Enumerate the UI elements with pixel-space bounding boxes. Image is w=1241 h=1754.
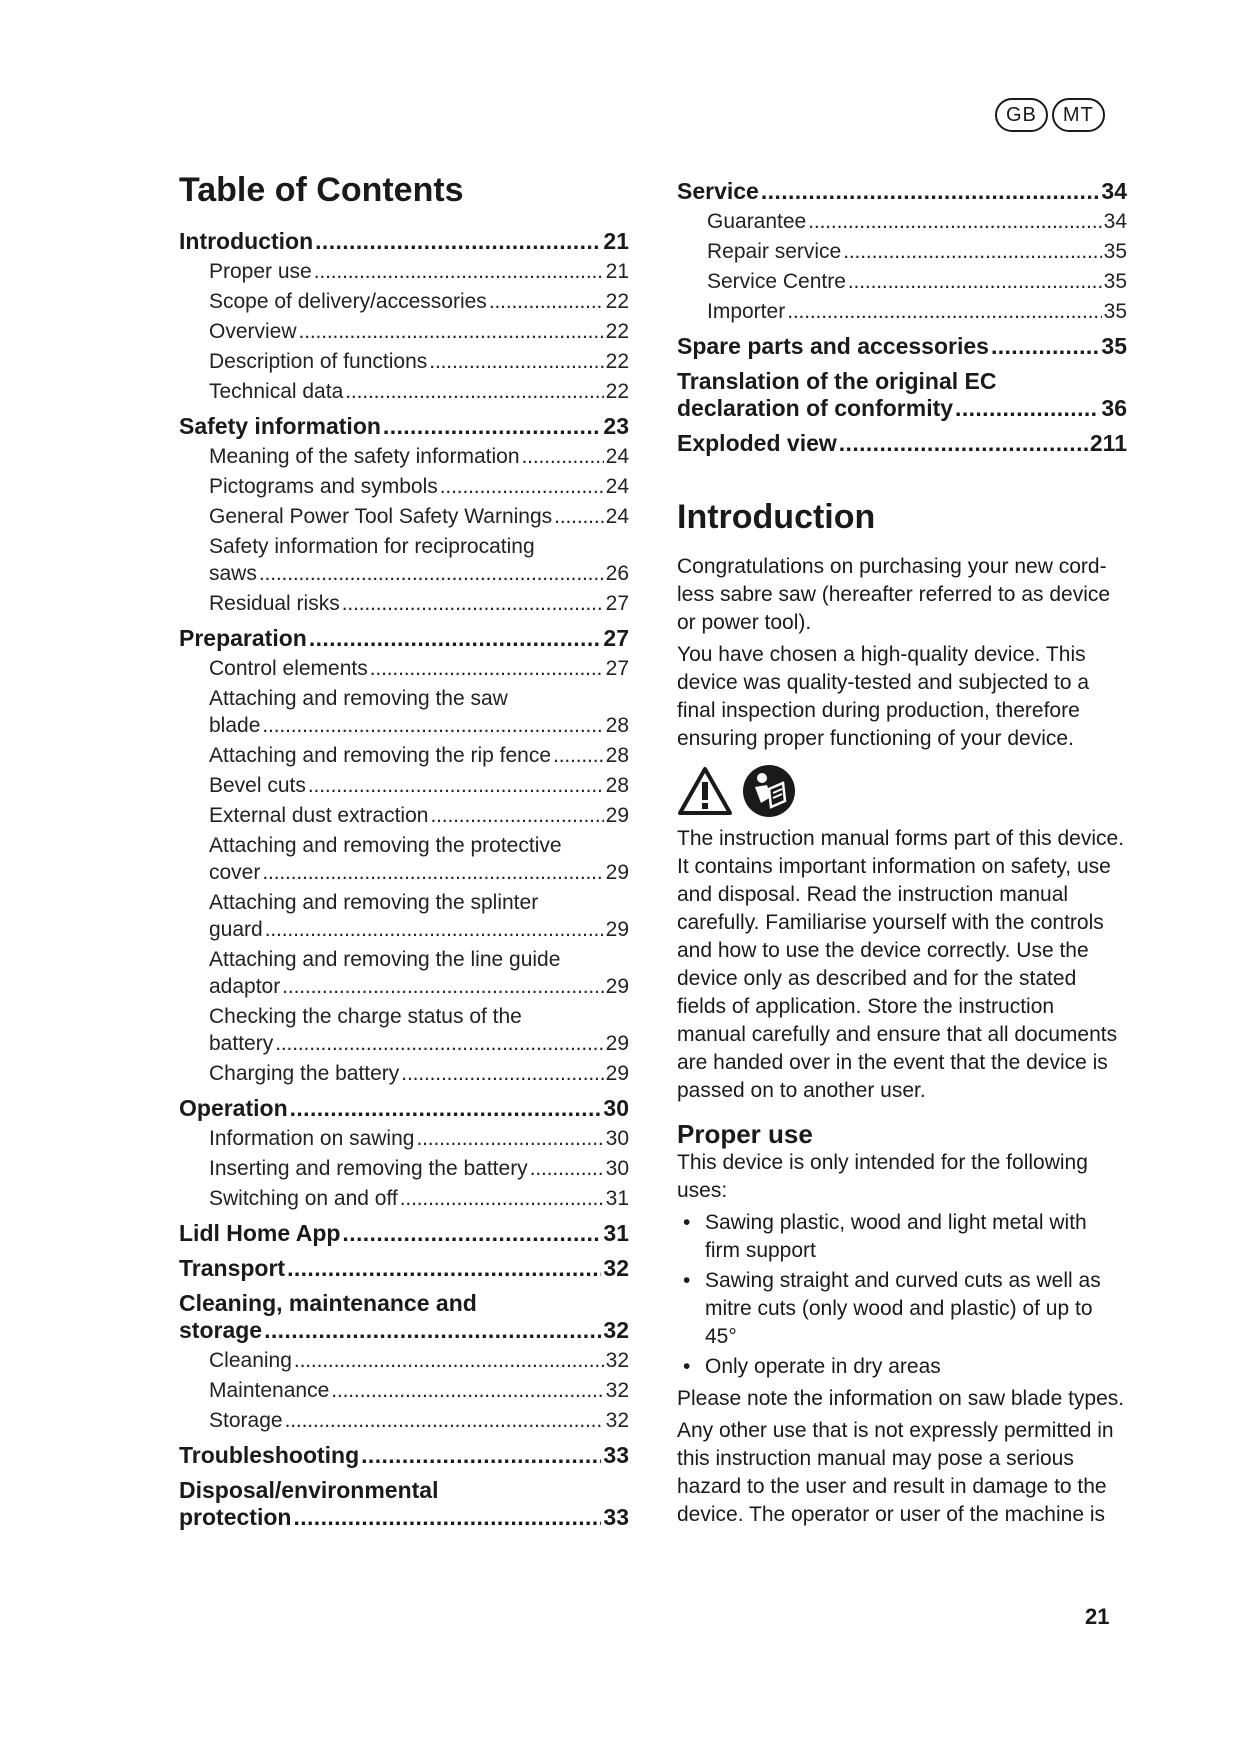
toc-entry-title: Repair service <box>707 240 842 263</box>
toc-leader-dots <box>530 1155 604 1182</box>
toc-leader-dots <box>308 772 604 799</box>
toc-entry-title: Lidl Home App <box>179 1220 341 1246</box>
toc-entry-page: 29 <box>605 1032 629 1055</box>
toc-subsection-entry[interactable] <box>179 443 629 470</box>
toc-entry-page: 27 <box>605 657 629 680</box>
toc-entry-line <box>209 832 629 859</box>
toc-leader-dots <box>309 625 602 652</box>
toc-section-entry[interactable] <box>179 1477 629 1531</box>
toc-section-entry[interactable] <box>179 1442 629 1469</box>
toc-entry-page: 32 <box>605 1349 629 1372</box>
toc-leader-dots <box>430 802 603 829</box>
toc-entry-line <box>179 1477 629 1504</box>
toc-entry-title: Importer <box>707 300 786 323</box>
toc-entry-page: 24 <box>605 445 629 468</box>
toc-entry-title: Inserting and removing the battery <box>209 1157 528 1180</box>
toc-leader-dots <box>265 916 604 943</box>
toc-entry-title: Information on sawing <box>209 1127 415 1150</box>
toc-entry-page: 22 <box>605 320 629 343</box>
toc-entry-title: Storage <box>209 1409 283 1432</box>
toc-subsection-entry[interactable] <box>179 685 629 739</box>
toc-entry-title: General Power Tool Safety Warnings <box>209 505 553 528</box>
toc-entry-title: Cleaning <box>209 1349 292 1372</box>
toc-entry-page: 35 <box>1101 333 1127 359</box>
toc-subsection-entry[interactable] <box>677 298 1127 325</box>
toc-entry-title-cont: declaration of conformity <box>677 395 954 421</box>
toc-leader-dots <box>553 742 604 769</box>
safety-icons <box>677 763 1127 819</box>
toc-leader-dots <box>345 378 603 405</box>
toc-entry-line <box>209 889 629 916</box>
toc-leader-dots <box>275 1030 603 1057</box>
toc-list-right <box>677 178 1127 457</box>
toc-leader-dots <box>416 1125 603 1152</box>
proper-use-intro: This device is only intended for the following uses: <box>677 1151 1088 1202</box>
toc-title: Table of Contents <box>179 171 464 209</box>
toc-entry-line <box>209 560 629 587</box>
toc-entry-page: 35 <box>1103 240 1127 263</box>
toc-subsection-entry[interactable] <box>179 946 629 1000</box>
toc-leader-dots <box>287 1255 601 1282</box>
toc-leader-dots <box>342 590 604 617</box>
toc-leader-dots <box>489 288 604 315</box>
toc-subsection-entry[interactable] <box>179 832 629 886</box>
toc-section-entry[interactable] <box>677 178 1127 205</box>
toc-section-entry[interactable] <box>677 368 1127 422</box>
toc-entry-title: Attaching and removing the protective <box>209 834 562 857</box>
toc-entry-page: 33 <box>603 1504 629 1530</box>
toc-leader-dots <box>285 1407 604 1434</box>
toc-entry-title-cont: protection <box>179 1504 292 1530</box>
toc-section-entry[interactable] <box>179 1095 629 1122</box>
toc-leader-dots <box>315 228 601 255</box>
toc-subsection-entry[interactable] <box>179 1377 629 1404</box>
toc-entry-title: Attaching and removing the rip fence <box>209 744 552 767</box>
toc-subsection-entry[interactable] <box>179 1060 629 1087</box>
toc-entry-line <box>677 368 1127 395</box>
list-item: • Sawing plastic, wood and light metal with firm support <box>677 1209 1127 1265</box>
toc-entry-title: Proper use <box>209 260 312 283</box>
toc-leader-dots <box>294 1347 604 1374</box>
toc-entry-page: 22 <box>605 290 629 313</box>
toc-entry-line <box>677 395 1127 422</box>
toc-entry-line <box>209 685 629 712</box>
toc-subsection-entry[interactable] <box>179 1347 629 1374</box>
toc-entry-line <box>209 973 629 1000</box>
toc-subsection-entry[interactable] <box>179 1407 629 1434</box>
toc-entry-page: 32 <box>603 1255 629 1281</box>
toc-subsection-entry[interactable] <box>677 238 1127 265</box>
toc-entry-page: 24 <box>605 505 629 528</box>
read-manual-icon <box>741 763 797 819</box>
toc-entry-page: 28 <box>605 774 629 797</box>
toc-section-entry[interactable] <box>179 1290 629 1344</box>
toc-entry-line <box>209 916 629 943</box>
toc-entry-title-cont: storage <box>179 1317 263 1343</box>
toc-subsection-entry[interactable] <box>179 1003 629 1057</box>
toc-entry-line <box>209 533 629 560</box>
toc-entry-title: Residual risks <box>209 592 340 615</box>
warning-triangle-icon <box>677 766 733 816</box>
intro-paragraph-3: The instruction manual forms part of this device. It contains important information on safety, use and disposal. Read the instruction manual carefully. Familiarise yourself with the controls and how to use the device correctly. Use the device only as described and for the stated fields of application. Store the instruction manual carefully and ensure that all documents are handed over in the event that the device is passed on to another user. <box>677 827 1125 1102</box>
toc-entry-page: 32 <box>605 1379 629 1402</box>
toc-entry-title: Bevel cuts <box>209 774 306 797</box>
language-badges <box>995 98 1105 132</box>
toc-leader-dots <box>808 208 1101 235</box>
toc-entry-page: 22 <box>605 380 629 403</box>
toc-entry-page: 30 <box>605 1127 629 1150</box>
toc-subsection-entry[interactable] <box>179 533 629 587</box>
toc-subsection-entry[interactable] <box>179 655 629 682</box>
toc-leader-dots <box>262 712 603 739</box>
toc-entry-page: 29 <box>605 861 629 884</box>
toc-section-entry[interactable] <box>179 1255 629 1282</box>
toc-leader-dots <box>383 413 601 440</box>
toc-entry-page: 30 <box>603 1095 629 1121</box>
toc-entry-title: Safety information <box>179 413 381 439</box>
toc-entry-title-cont: blade <box>209 714 261 737</box>
toc-entry-page: 29 <box>605 804 629 827</box>
toc-subsection-entry[interactable] <box>179 348 629 375</box>
toc-entry-page: 31 <box>605 1187 629 1210</box>
toc-entry-line <box>179 1317 629 1344</box>
toc-leader-dots <box>787 298 1101 325</box>
toc-entry-page: 29 <box>605 918 629 941</box>
toc-entry-page: 28 <box>605 714 629 737</box>
toc-subsection-entry[interactable] <box>179 1125 629 1152</box>
toc-leader-dots <box>293 1504 601 1531</box>
toc-subsection-entry[interactable] <box>179 288 629 315</box>
toc-entry-title: Spare parts and accessories <box>677 333 989 359</box>
toc-leader-dots <box>299 318 604 345</box>
toc-entry-page: 22 <box>605 350 629 373</box>
toc-entry-title-cont: guard <box>209 918 263 941</box>
toc-entry-page: 32 <box>605 1409 629 1432</box>
toc-leader-dots <box>314 258 604 285</box>
toc-leader-dots <box>848 268 1102 295</box>
left-column <box>179 170 629 1531</box>
toc-entry-page: 23 <box>603 413 629 439</box>
toc-entry-line <box>209 859 629 886</box>
toc-section-entry[interactable] <box>179 413 629 440</box>
intro-paragraph-2: You have chosen a high-quality device. This device was quality-tested and subjected to a final inspection during production, therefore ensuring proper functioning of your device. <box>677 643 1090 750</box>
toc-entry-title: Troubleshooting <box>179 1442 360 1468</box>
introduction-heading: Introduction <box>677 498 876 536</box>
toc-subsection-entry[interactable] <box>179 258 629 285</box>
toc-entry-page: 29 <box>605 1062 629 1085</box>
toc-entry-line <box>209 1003 629 1030</box>
toc-entry-title: Disposal/environmental <box>179 1477 439 1503</box>
toc-subsection-entry[interactable] <box>179 1155 629 1182</box>
toc-section-entry[interactable] <box>677 430 1127 457</box>
toc-leader-dots <box>370 655 604 682</box>
toc-subsection-entry[interactable] <box>179 378 629 405</box>
intro-paragraph-1: Congratulations on purchasing your new cord-less sabre saw (hereafter referred to as device or power tool). <box>677 555 1111 634</box>
toc-entry-page: 27 <box>603 625 629 651</box>
toc-leader-dots <box>554 503 603 530</box>
toc-leader-dots <box>342 1220 601 1247</box>
toc-entry-page: 34 <box>1103 210 1127 233</box>
right-column <box>677 170 1127 1533</box>
toc-entry-page: 26 <box>605 562 629 585</box>
toc-subsection-entry[interactable] <box>179 889 629 943</box>
proper-use-heading: Proper use <box>677 1119 813 1149</box>
toc-entry-title: Charging the battery <box>209 1062 400 1085</box>
toc-entry-title: Guarantee <box>707 210 807 233</box>
toc-entry-title: Service <box>677 178 759 204</box>
toc-subsection-entry[interactable] <box>179 1185 629 1212</box>
toc-entry-title: Maintenance <box>209 1379 330 1402</box>
toc-section-entry[interactable] <box>179 625 629 652</box>
toc-leader-dots <box>440 473 604 500</box>
toc-entry-title: Switching on and off <box>209 1187 398 1210</box>
toc-entry-title: Preparation <box>179 625 307 651</box>
toc-entry-page: 21 <box>605 260 629 283</box>
toc-leader-dots <box>400 1185 604 1212</box>
proper-use-paragraph-1: Please note the information on saw blade types. <box>677 1387 1125 1410</box>
toc-entry-page: 35 <box>1103 270 1127 293</box>
toc-entry-title: Cleaning, maintenance and <box>179 1290 477 1316</box>
toc-entry-page: 28 <box>605 744 629 767</box>
toc-entry-title-cont: saws <box>209 562 257 585</box>
toc-section-entry[interactable] <box>677 333 1127 360</box>
list-item: • Sawing straight and curved cuts as well as mitre cuts (only wood and plastic) of up to 45° <box>677 1267 1127 1351</box>
toc-entry-title: Overview <box>209 320 297 343</box>
toc-leader-dots <box>361 1442 601 1469</box>
toc-list-left <box>179 228 629 1531</box>
toc-entry-title: Service Centre <box>707 270 846 293</box>
toc-entry-title: Technical data <box>209 380 344 403</box>
toc-leader-dots <box>843 238 1101 265</box>
toc-entry-title-cont: cover <box>209 861 261 884</box>
toc-leader-dots <box>290 1095 602 1122</box>
toc-entry-title: Exploded view <box>677 430 837 456</box>
language-badge-mt: MT <box>1052 98 1105 132</box>
toc-entry-title: Attaching and removing the splinter <box>209 891 539 914</box>
toc-entry-title: Scope of delivery/accessories <box>209 290 487 313</box>
toc-entry-title: Checking the charge status of the <box>209 1005 522 1028</box>
toc-entry-title: Translation of the original EC <box>677 368 997 394</box>
toc-subsection-entry[interactable] <box>179 772 629 799</box>
proper-use-list <box>677 1209 1127 1381</box>
toc-entry-page: 36 <box>1101 395 1127 421</box>
toc-subsection-entry[interactable] <box>179 503 629 530</box>
toc-entry-title: Pictograms and symbols <box>209 475 438 498</box>
toc-entry-page: 30 <box>605 1157 629 1180</box>
toc-leader-dots <box>259 560 604 587</box>
toc-subsection-entry[interactable] <box>179 802 629 829</box>
proper-use-paragraph-2: Any other use that is not expressly permitted in this instruction manual may pose a serious hazard to the user and result in damage to the device. The operator or user of the machine is <box>677 1419 1114 1526</box>
toc-entry-page: 35 <box>1103 300 1127 323</box>
toc-subsection-entry[interactable] <box>179 590 629 617</box>
toc-leader-dots <box>761 178 1100 205</box>
toc-leader-dots <box>401 1060 603 1087</box>
toc-entry-title: External dust extraction <box>209 804 429 827</box>
toc-leader-dots <box>264 1317 601 1344</box>
toc-leader-dots <box>331 1377 603 1404</box>
toc-entry-page: 34 <box>1101 178 1127 204</box>
toc-leader-dots <box>262 859 603 886</box>
page-number: 21 <box>1085 1604 1110 1629</box>
toc-subsection-entry[interactable] <box>179 473 629 500</box>
list-item: • Only operate in dry areas <box>677 1353 1127 1381</box>
toc-entry-title: Control elements <box>209 657 368 680</box>
toc-leader-dots <box>955 395 1099 422</box>
toc-entry-title-cont: battery <box>209 1032 274 1055</box>
toc-entry-page: 24 <box>605 475 629 498</box>
toc-entry-title-cont: adaptor <box>209 975 281 998</box>
toc-subsection-entry[interactable] <box>179 318 629 345</box>
toc-entry-title: Introduction <box>179 228 314 254</box>
toc-leader-dots <box>522 443 604 470</box>
toc-leader-dots <box>991 333 1099 360</box>
toc-entry-page: 211 <box>1089 430 1127 456</box>
language-badge-gb: GB <box>995 98 1048 132</box>
toc-entry-line <box>179 1504 629 1531</box>
toc-leader-dots <box>839 430 1088 457</box>
toc-entry-page: 29 <box>605 975 629 998</box>
toc-subsection-entry[interactable] <box>677 208 1127 235</box>
toc-section-entry[interactable] <box>179 1220 629 1247</box>
toc-section-entry[interactable] <box>179 228 629 255</box>
toc-leader-dots <box>429 348 603 375</box>
toc-entry-title: Meaning of the safety information <box>209 445 520 468</box>
toc-entry-title: Operation <box>179 1095 288 1121</box>
toc-entry-title: Transport <box>179 1255 286 1281</box>
toc-entry-title: Attaching and removing the line guide <box>209 948 561 971</box>
toc-leader-dots <box>282 973 603 1000</box>
toc-entry-title: Attaching and removing the saw <box>209 687 508 710</box>
toc-entry-page: 27 <box>605 592 629 615</box>
toc-entry-title: Description of functions <box>209 350 428 373</box>
toc-subsection-entry[interactable] <box>677 268 1127 295</box>
toc-entry-line <box>209 712 629 739</box>
toc-entry-title: Safety information for reciprocating <box>209 535 535 558</box>
toc-entry-line <box>209 946 629 973</box>
toc-entry-page: 21 <box>603 228 629 254</box>
toc-entry-page: 33 <box>603 1442 629 1468</box>
toc-entry-page: 32 <box>603 1317 629 1343</box>
toc-entry-page: 31 <box>603 1220 629 1246</box>
toc-subsection-entry[interactable] <box>179 742 629 769</box>
toc-entry-line <box>209 1030 629 1057</box>
toc-entry-line <box>179 1290 629 1317</box>
